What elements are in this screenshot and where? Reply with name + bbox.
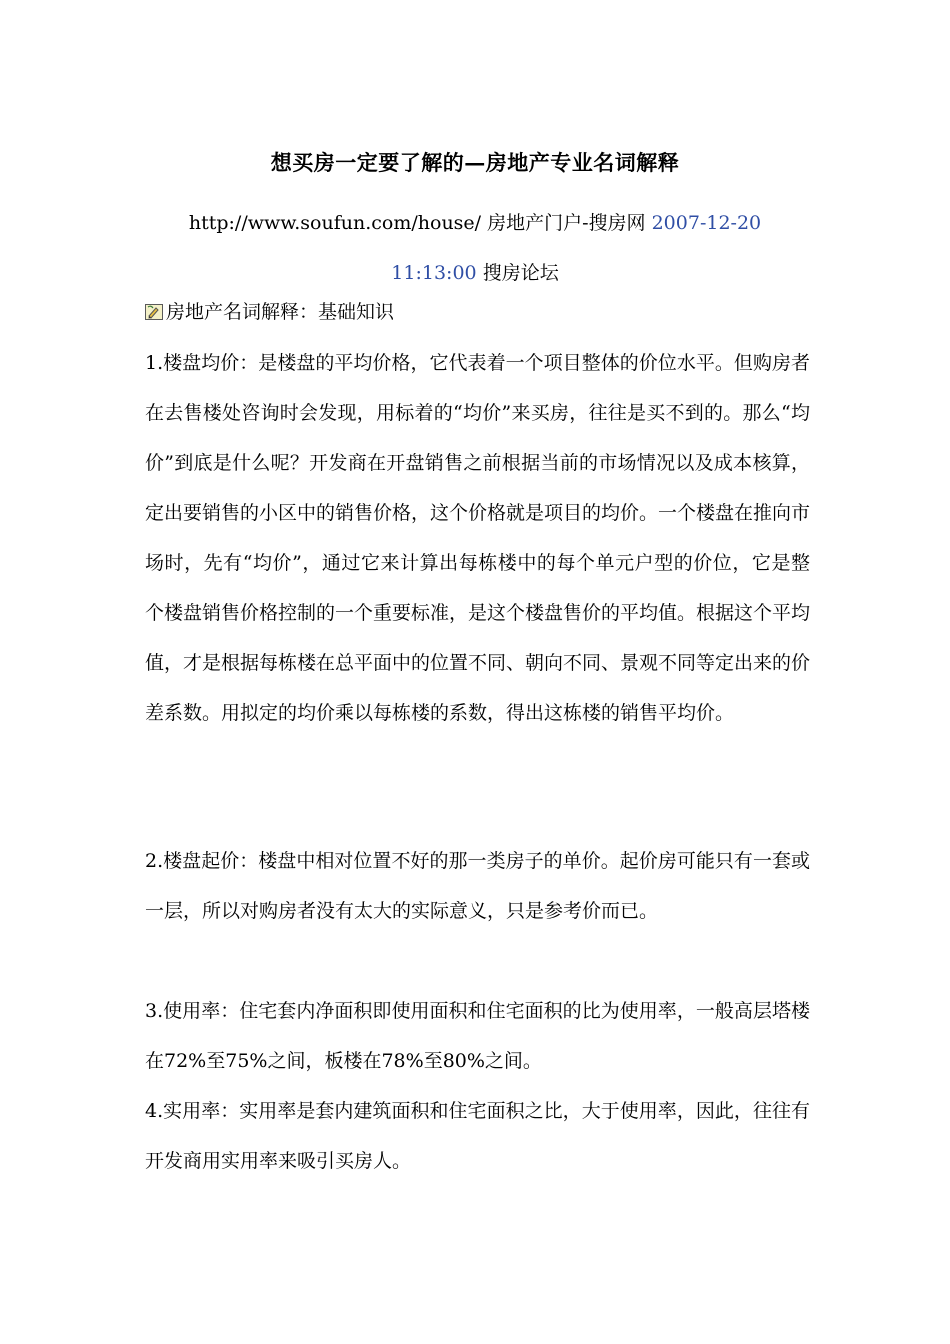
document-title: 想买房一定要了解的—房地产专业名词解释 (270, 150, 680, 175)
paragraph-usage-rate: 3.使用率：住宅套内净面积即使用面积和住宅面积的比为使用率，一般高层塔楼在72%至75%之间，板楼在78%至80%之间。 (145, 1000, 810, 1072)
section-heading: 房地产名词解释：基础知识 (166, 301, 395, 323)
source-date: 2007-12-20 (651, 212, 762, 234)
source-url: http://www.soufun.com/house/ (188, 212, 482, 234)
paragraph-practical-rate: 4.实用率：实用率是套内建筑面积和住宅面积之比，大于使用率，因此，往往有开发商用实用率来吸引买房人。 (145, 1100, 810, 1172)
paragraph-average-price: 1.楼盘均价：是楼盘的平均价格，它代表着一个项目整体的价位水平。但购房者在去售楼处咨询时会发现，用标着的“均价”来买房，往往是买不到的。那么“均价”到底是什么呢？开发商在开盘销售之前根据当前的市场情况以及成本核算，定出要销售的小区中的销售价格，这个价格就是项目的均价。一个楼盘在推向市场时，先有“均价”，通过它来计算出每栋楼中的每个单元户型的价位，它是整个楼盘销售价格控制的一个重要标准，是这个楼盘售价的平均值。根据这个平均值，才是根据每栋楼在总平面中的位置不同、朝向不同、景观不同等定出来的价差系数。用拟定的均价乘以每栋楼的系数，得出这栋楼的销售平均价。 (145, 352, 811, 724)
section-heading-row (145, 297, 394, 327)
source-forum: 搜房论坛 (482, 262, 559, 284)
source-time: 11:13:00 (391, 262, 477, 284)
source-name: 房地产门户-搜房网 (487, 212, 646, 234)
source-line (145, 198, 805, 298)
note-pencil-icon (145, 304, 163, 320)
paragraph-starting-price: 2.楼盘起价：楼盘中相对位置不好的那一类房子的单价。起价房可能只有一套或一层，所以对购房者没有太大的实际意义，只是参考价而已。 (145, 850, 810, 922)
